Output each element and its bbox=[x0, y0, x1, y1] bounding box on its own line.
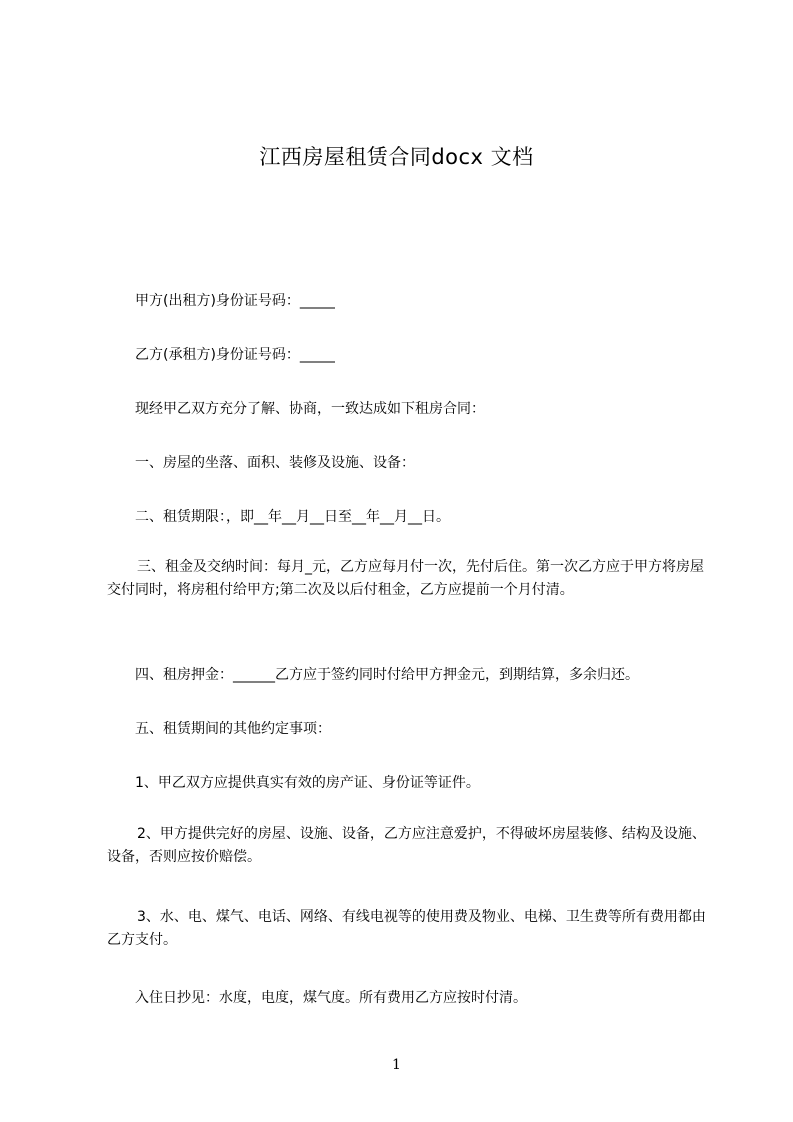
paragraph-clause-5-other: 五、租赁期间的其他约定事项： bbox=[135, 721, 331, 737]
paragraph-meter-reading: 入住日抄见：水度，电度，煤气度。所有费用乙方应按时付清。 bbox=[135, 990, 527, 1006]
paragraph-clause-4-deposit: 四、租房押金：______乙方应于签约同时付给甲方押金元，到期结算，多余归还。 bbox=[135, 667, 639, 683]
paragraph-item-1: 1、甲乙双方应提供真实有效的房产证、身份证等证件。 bbox=[135, 775, 480, 791]
page-number: 1 bbox=[392, 1057, 401, 1073]
paragraph-agreement-intro: 现经甲乙双方充分了解、协商，一致达成如下租房合同： bbox=[135, 401, 485, 417]
paragraph-party-b-id: 乙方(承租方)身份证号码：_____ bbox=[135, 347, 335, 363]
paragraph-clause-3-rent: 三、租金及交纳时间：每月_元，乙方应每月付一次，先付后住。第一次乙方应于甲方将房屋交付同时，将房租付给甲方;第二次及以后付租金，乙方应提前一个月付清。 bbox=[107, 559, 704, 598]
paragraph-item-2: 2、甲方提供完好的房屋、设施、设备，乙方应注意爱护，不得破坏房屋装修、结构及设施、设备，否则应按价赔偿。 bbox=[107, 826, 706, 865]
paragraph-clause-2-term: 二、租赁期限：，即__年__月__日至__年__月__日。 bbox=[135, 509, 450, 525]
document-title: 江西房屋租赁合同docx 文档 bbox=[259, 145, 534, 169]
paragraph-party-a-id: 甲方(出租方)身份证号码：_____ bbox=[135, 293, 335, 309]
paragraph-clause-1-location: 一、房屋的坐落、面积、装修及设施、设备： bbox=[135, 455, 415, 471]
paragraph-item-3: 3、水、电、煤气、电话、网络、有线电视等的使用费及物业、电梯、卫生费等所有费用都由乙方支付。 bbox=[107, 909, 706, 948]
